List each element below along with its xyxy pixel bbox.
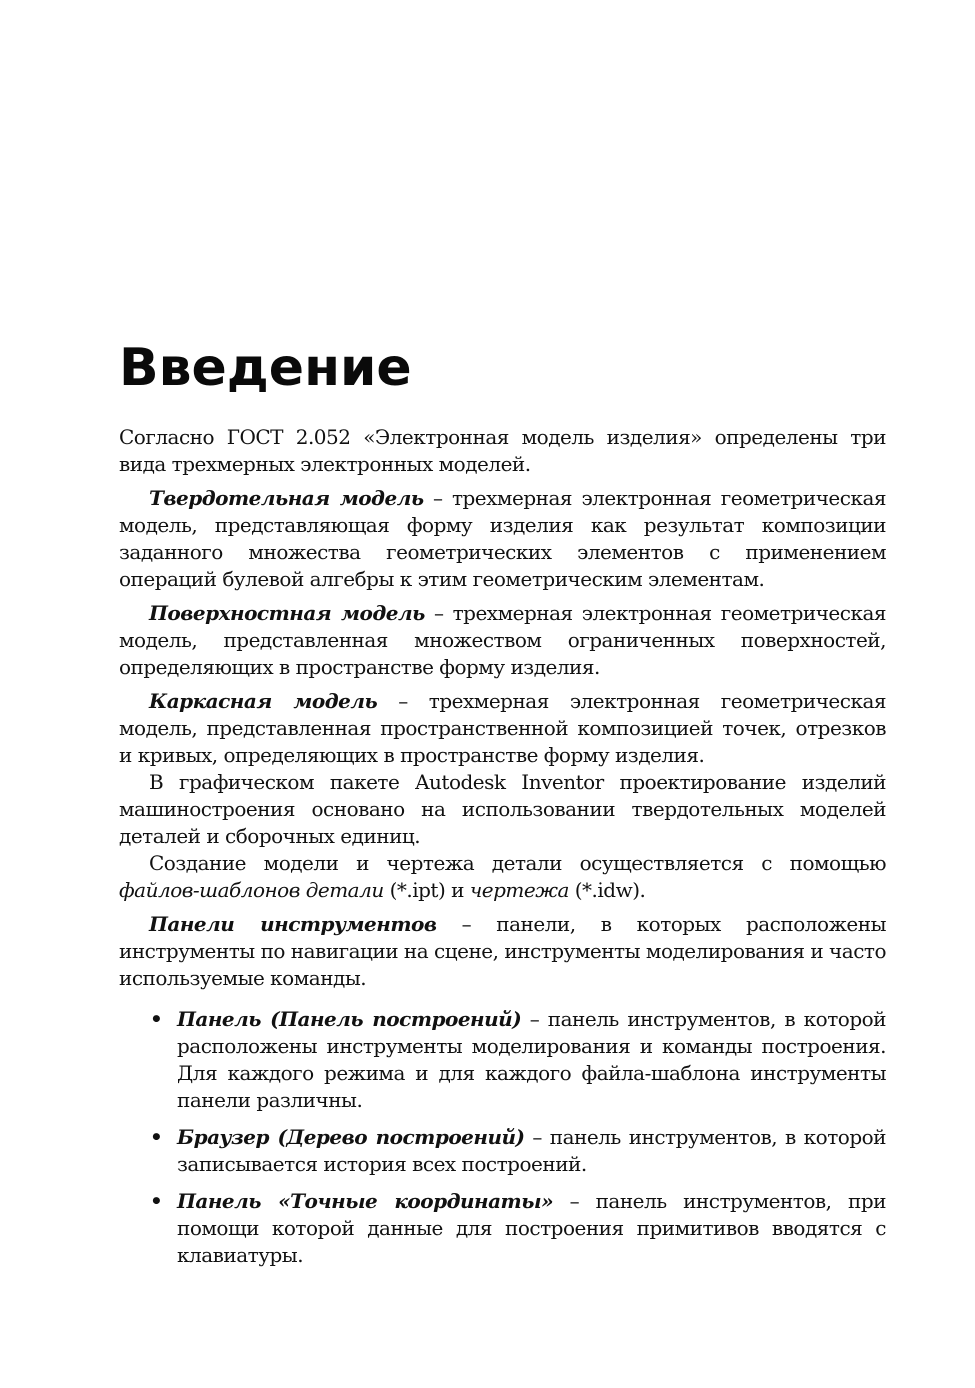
bullet-icon: • [150, 1007, 163, 1031]
list-item [150, 1124, 886, 1178]
list-item-text: – панель инструментов, в которой записывается история всех построений. [177, 1125, 886, 1176]
definition-text: – трехмерная электронная геометрическая модель, представленная множеством ограниченных поверхностей, определяющих в пространстве форму изделия. [119, 601, 887, 679]
list-item [150, 1188, 886, 1269]
creation-text-after: (*.idw). [568, 878, 646, 902]
creation-text-middle: (*.ipt) и [383, 878, 470, 902]
inventor-paragraph: В графическом пакете Autodesk Inventor проектирование изделий машиностроения основано на использовании твердотельных моделей деталей и сборочных единиц. [119, 770, 886, 848]
definition-wireframe-model [119, 688, 886, 769]
intro-paragraph: Согласно ГОСТ 2.052 «Электронная модель изделия» определены три вида трехмерных электронных моделей. [119, 425, 886, 476]
bullet-icon: • [150, 1125, 163, 1149]
creation-paragraph [119, 850, 886, 904]
creation-italic-drawing: чертежа [469, 878, 569, 902]
definition-term: Твердотельная модель [149, 486, 424, 510]
definition-text: – трехмерная электронная геометрическая модель, представляющая форму изделия как результат композиции заданного множества геометрических элементов с применением операций булевой алгебры к этим геометрическим элементам. [119, 486, 886, 591]
list-item-term: Панель «Точные координаты» [177, 1189, 554, 1213]
page-content [119, 338, 886, 1279]
toolbars-term: Панели инструментов [149, 912, 437, 936]
page-title: Введение [119, 338, 412, 398]
definition-surface-model [119, 600, 886, 681]
toolbars-text: – панели, в которых расположены инструменты по навигации на сцене, инструменты моделирования и часто используемые команды. [119, 912, 886, 990]
definition-term: Поверхностная модель [149, 601, 425, 625]
definition-solid-model [119, 485, 886, 593]
list-item-text: – панель инструментов, при помощи которой данные для построения примитивов вводятся с клавиатуры. [177, 1189, 886, 1267]
creation-text-before: Создание модели и чертежа детали осуществляется с помощью [149, 851, 886, 875]
body-text [119, 424, 886, 1269]
list-item-term: Панель (Панель построений) [177, 1007, 522, 1031]
creation-italic-templates: файлов-шаблонов детали [119, 878, 384, 902]
toolbars-paragraph [119, 911, 886, 992]
list-item [150, 1006, 886, 1114]
definition-term: Каркасная модель [149, 689, 378, 713]
bullet-icon: • [150, 1189, 163, 1213]
list-item-text: – панель инструментов, в которой расположены инструменты моделирования и команды построения. Для каждого режима и для каждого файла-шаблона инструменты панели различны. [177, 1007, 886, 1112]
definition-text: – трехмерная электронная геометрическая модель, представленная пространственной композицией точек, отрезков и кривых, определяющих в пространстве форму изделия. [119, 689, 887, 767]
list-item-term: Браузер (Дерево построений) [177, 1125, 525, 1149]
bullet-list [119, 1006, 886, 1269]
